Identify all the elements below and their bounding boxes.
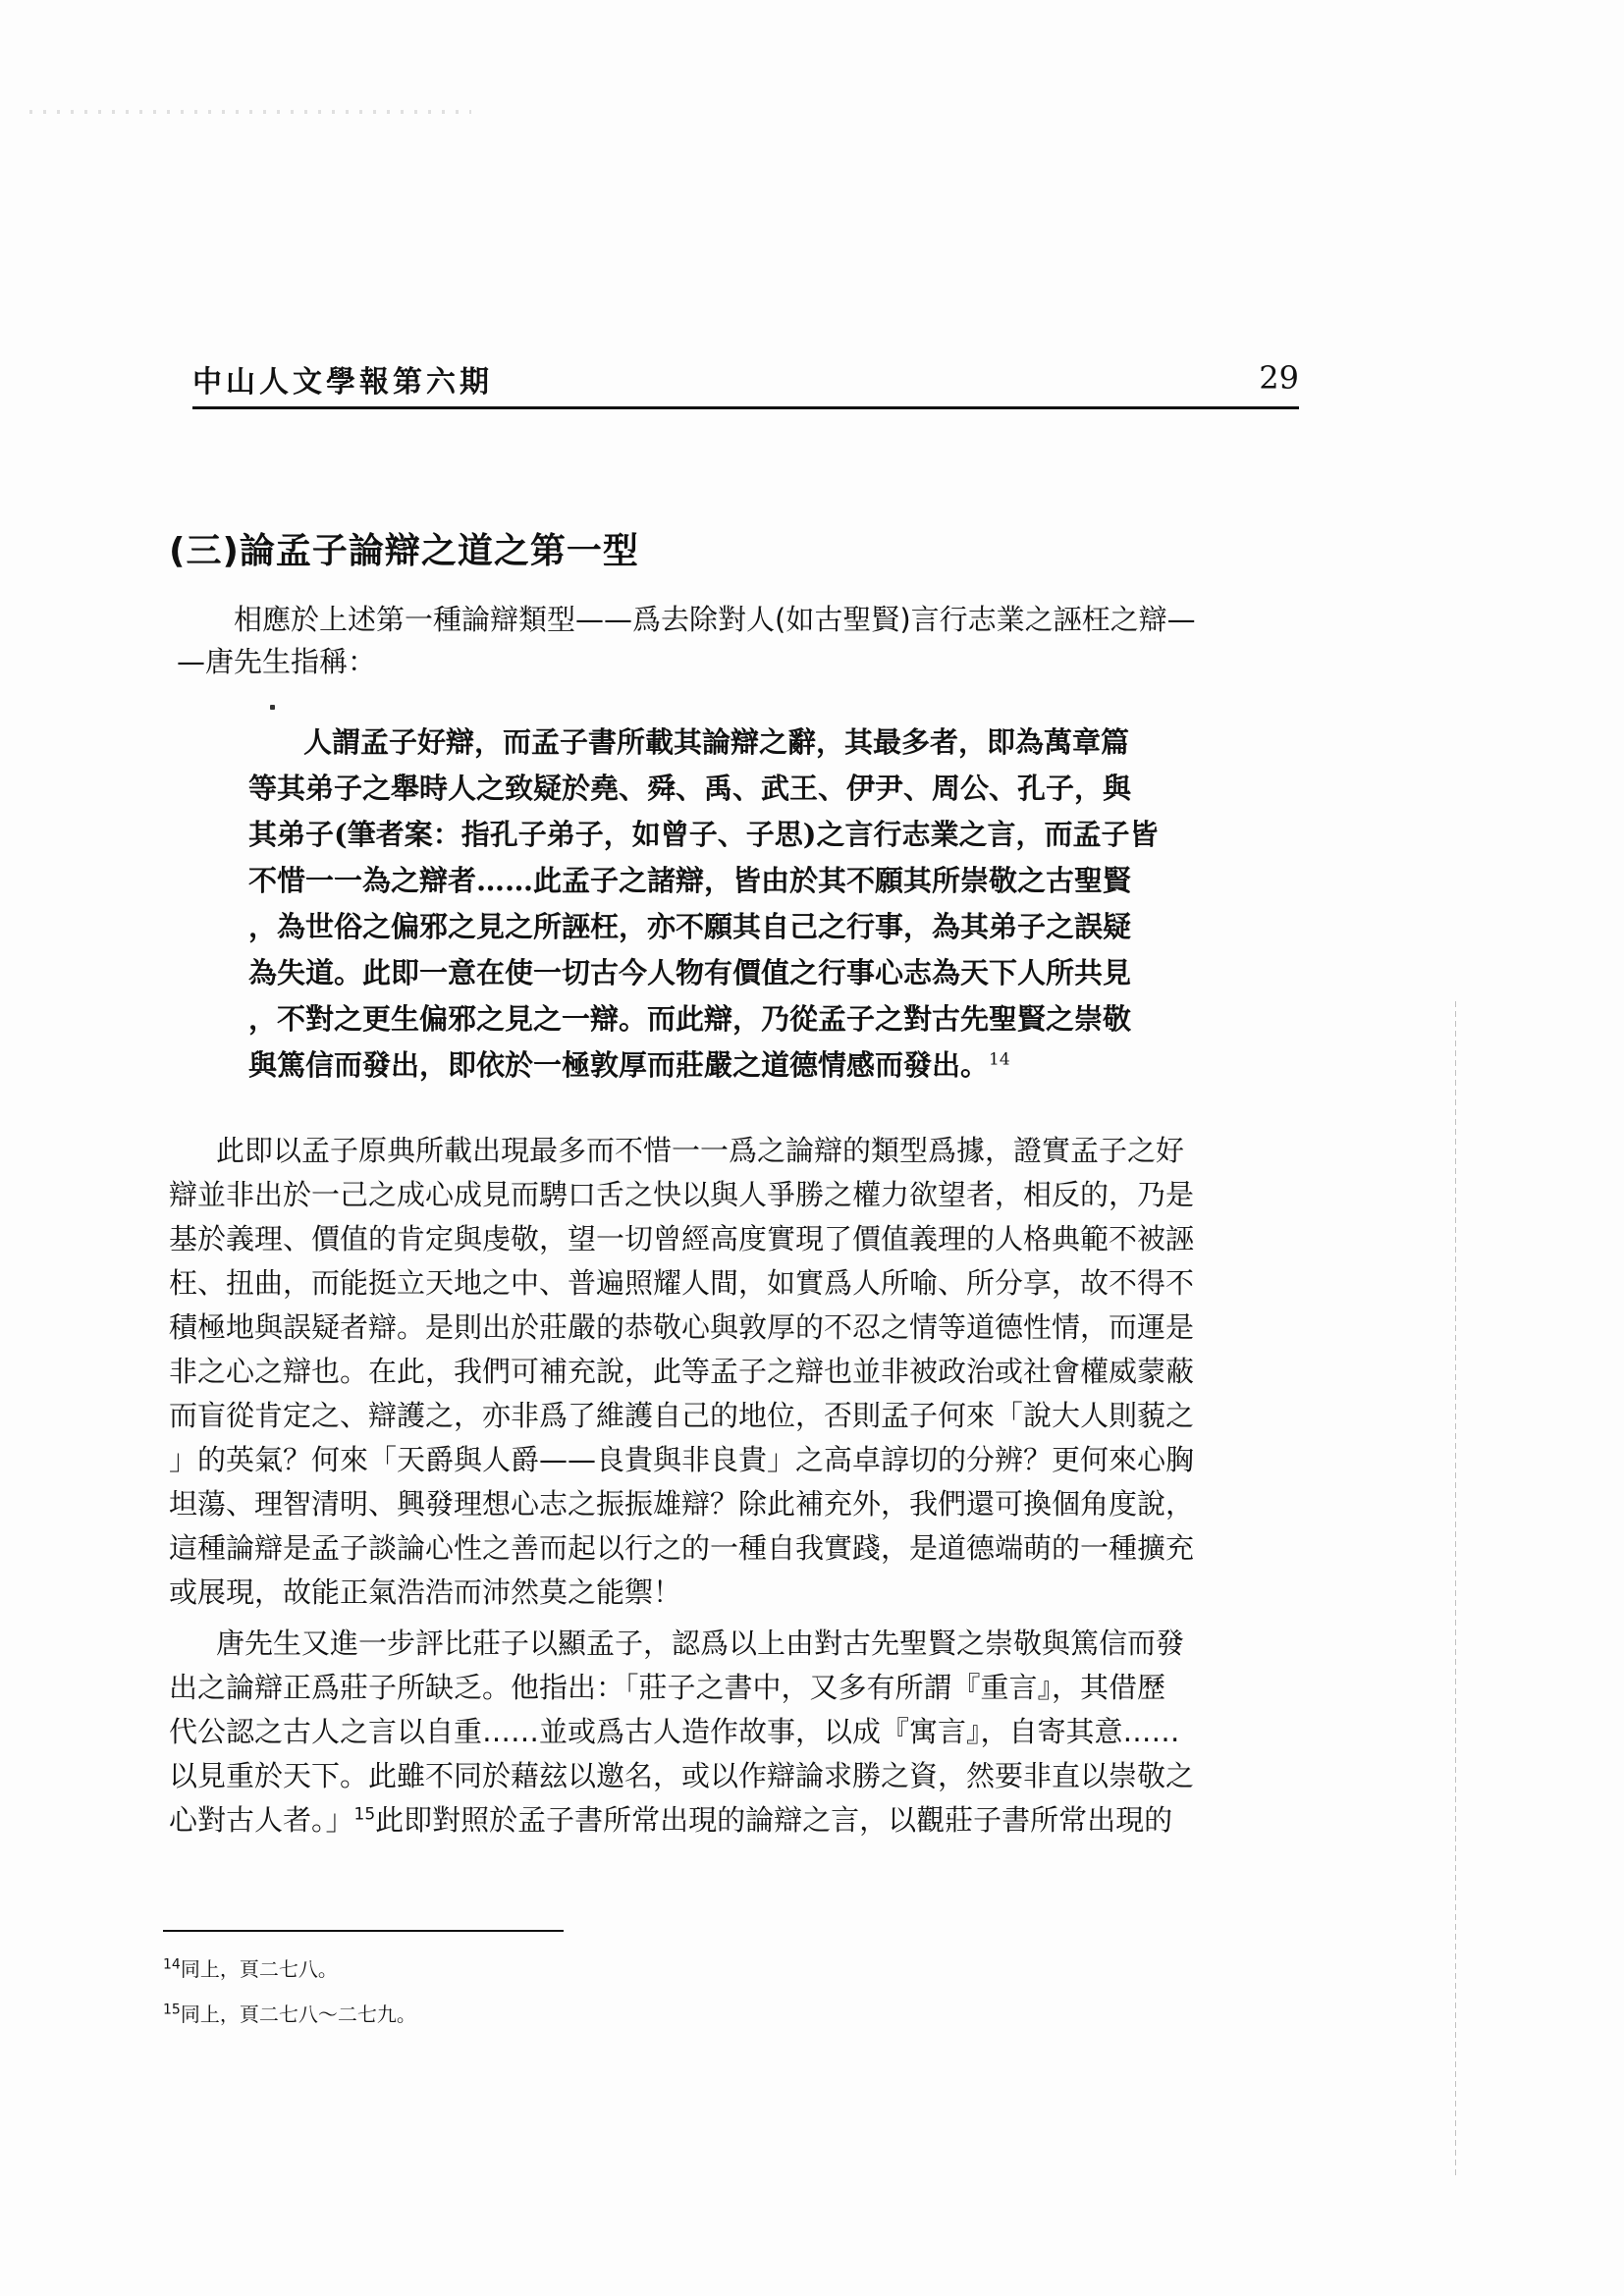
- quote-line: 其弟子(筆者案：指孔子弟子，如曾子、子思)之言行志業之言，而孟子皆: [248, 818, 1159, 851]
- body-line: 出之論辯正爲莊子所缺乏。他指出：「莊子之書中，又多有所謂『重言』，其借歷: [169, 1671, 1166, 1704]
- intro-line: 相應於上述第一種論辯類型——爲去除對人(如古聖賢)言行志業之誣枉之辯—: [234, 603, 1196, 636]
- footnote-number: 15: [163, 2002, 181, 2018]
- footnote-number: 14: [163, 1956, 181, 1973]
- scan-edge-line: [1455, 1001, 1456, 2179]
- body-line: 辯並非出於一己之成心成見而騁口舌之快以與人爭勝之權力欲望者，相反的，乃是: [169, 1178, 1195, 1211]
- header-rule: [192, 406, 1299, 409]
- body-line: 而盲從肯定之、辯護之，亦非爲了維護自己的地位，否則孟子何來「說大人則藐之: [169, 1399, 1195, 1432]
- quote-line: 不惜一一為之辯者……此孟子之諸辯，皆由於其不願其所崇敬之古聖賢: [248, 864, 1132, 897]
- footnote-ref-14[interactable]: 14: [989, 1049, 1010, 1070]
- quote-line: ，為世俗之偏邪之見之所誣枉，亦不願其自己之行事，為其弟子之誤疑: [248, 910, 1132, 943]
- footnote-ref-15[interactable]: 15: [353, 1804, 376, 1825]
- footnote-text: 同上，頁二七八。: [180, 1957, 338, 1981]
- running-header: [192, 357, 1299, 402]
- section-title: (三)論孟子論辯之道之第一型: [169, 531, 639, 571]
- scan-speck: [270, 705, 275, 710]
- quote-line: ，不對之更生偏邪之見之一辯。而此辯，乃從孟子之對古先聖賢之崇敬: [248, 1002, 1132, 1036]
- body-line: 代公認之古人之言以自重……並或爲古人造作故事，以成『寓言』，自寄其意……: [169, 1715, 1180, 1748]
- quote-line: [248, 1043, 1010, 1084]
- body-line: 坦蕩、理智清明、興發理想心志之振振雄辯？除此補充外，我們還可換個角度說，: [169, 1487, 1195, 1521]
- body-line: 唐先生又進一步評比莊子以顯孟子，認爲以上由對古先聖賢之崇敬與篤信而發: [216, 1627, 1185, 1660]
- quote-line: 等其弟子之舉時人之致疑於堯、舜、禹、武王、伊尹、周公、孔子，與: [248, 772, 1132, 805]
- body-line: 積極地與誤疑者辯。是則出於莊嚴的恭敬心與敦厚的不忍之情等道德性情，而運是: [169, 1310, 1195, 1344]
- page-number: 29: [1259, 359, 1299, 397]
- body-line: 基於義理、價值的肯定與虔敬，望一切曾經高度實現了價值義理的人格典範不被誣: [169, 1222, 1195, 1255]
- body-line: 這種論辯是孟子談論心性之善而起以行之的一種自我實踐，是道德端萌的一種擴充: [169, 1531, 1195, 1565]
- footnote-14: [163, 1953, 338, 1982]
- intro-line: —唐先生指稱：: [177, 645, 377, 678]
- body-line: 非之心之辯也。在此，我們可補充說，此等孟子之辯也並非被政治或社會權威蒙蔽: [169, 1355, 1195, 1388]
- body-line: [169, 1798, 1172, 1839]
- body-line: 以見重於天下。此雖不同於藉玆以邀名，或以作辯論求勝之資，然要非直以崇敬之: [169, 1759, 1195, 1792]
- footnote-rule: [163, 1930, 564, 1932]
- body-line: 此即以孟子原典所載出現最多而不惜一一爲之論辯的類型爲據，證實孟子之好: [216, 1134, 1185, 1167]
- footnote-text: 同上，頁二七八～二七九。: [180, 2002, 416, 2026]
- footnote-15: [163, 1999, 416, 2027]
- body-line: 枉、扭曲，而能挺立天地之中、普遍照耀人間，如實爲人所喻、所分享，故不得不: [169, 1266, 1195, 1300]
- quote-line: 為失道。此即一意在使一切古今人物有價值之行事心志為天下人所共見: [248, 956, 1132, 989]
- body-line-text: 此即對照於孟子書所常出現的論辯之言，以觀莊子書所常出現的: [375, 1803, 1173, 1837]
- body-line-text: 心對古人者。」: [169, 1803, 354, 1837]
- body-line: 或展現，故能正氣浩浩而沛然莫之能禦！: [169, 1575, 682, 1609]
- scan-artifact: [29, 110, 471, 114]
- body-line: 」的英氣？何來「天爵與人爵——良貴與非良貴」之高卓諄切的分辨？更何來心胸: [169, 1443, 1195, 1476]
- quote-line-text: 與篤信而發出，即依於一極敦厚而莊嚴之道德情感而發出。: [248, 1048, 990, 1082]
- journal-title: 中山人文學報第六期: [192, 365, 493, 400]
- quote-line: 人謂孟子好辯，而孟子書所載其論辯之辭，其最多者，即為萬章篇: [303, 725, 1130, 759]
